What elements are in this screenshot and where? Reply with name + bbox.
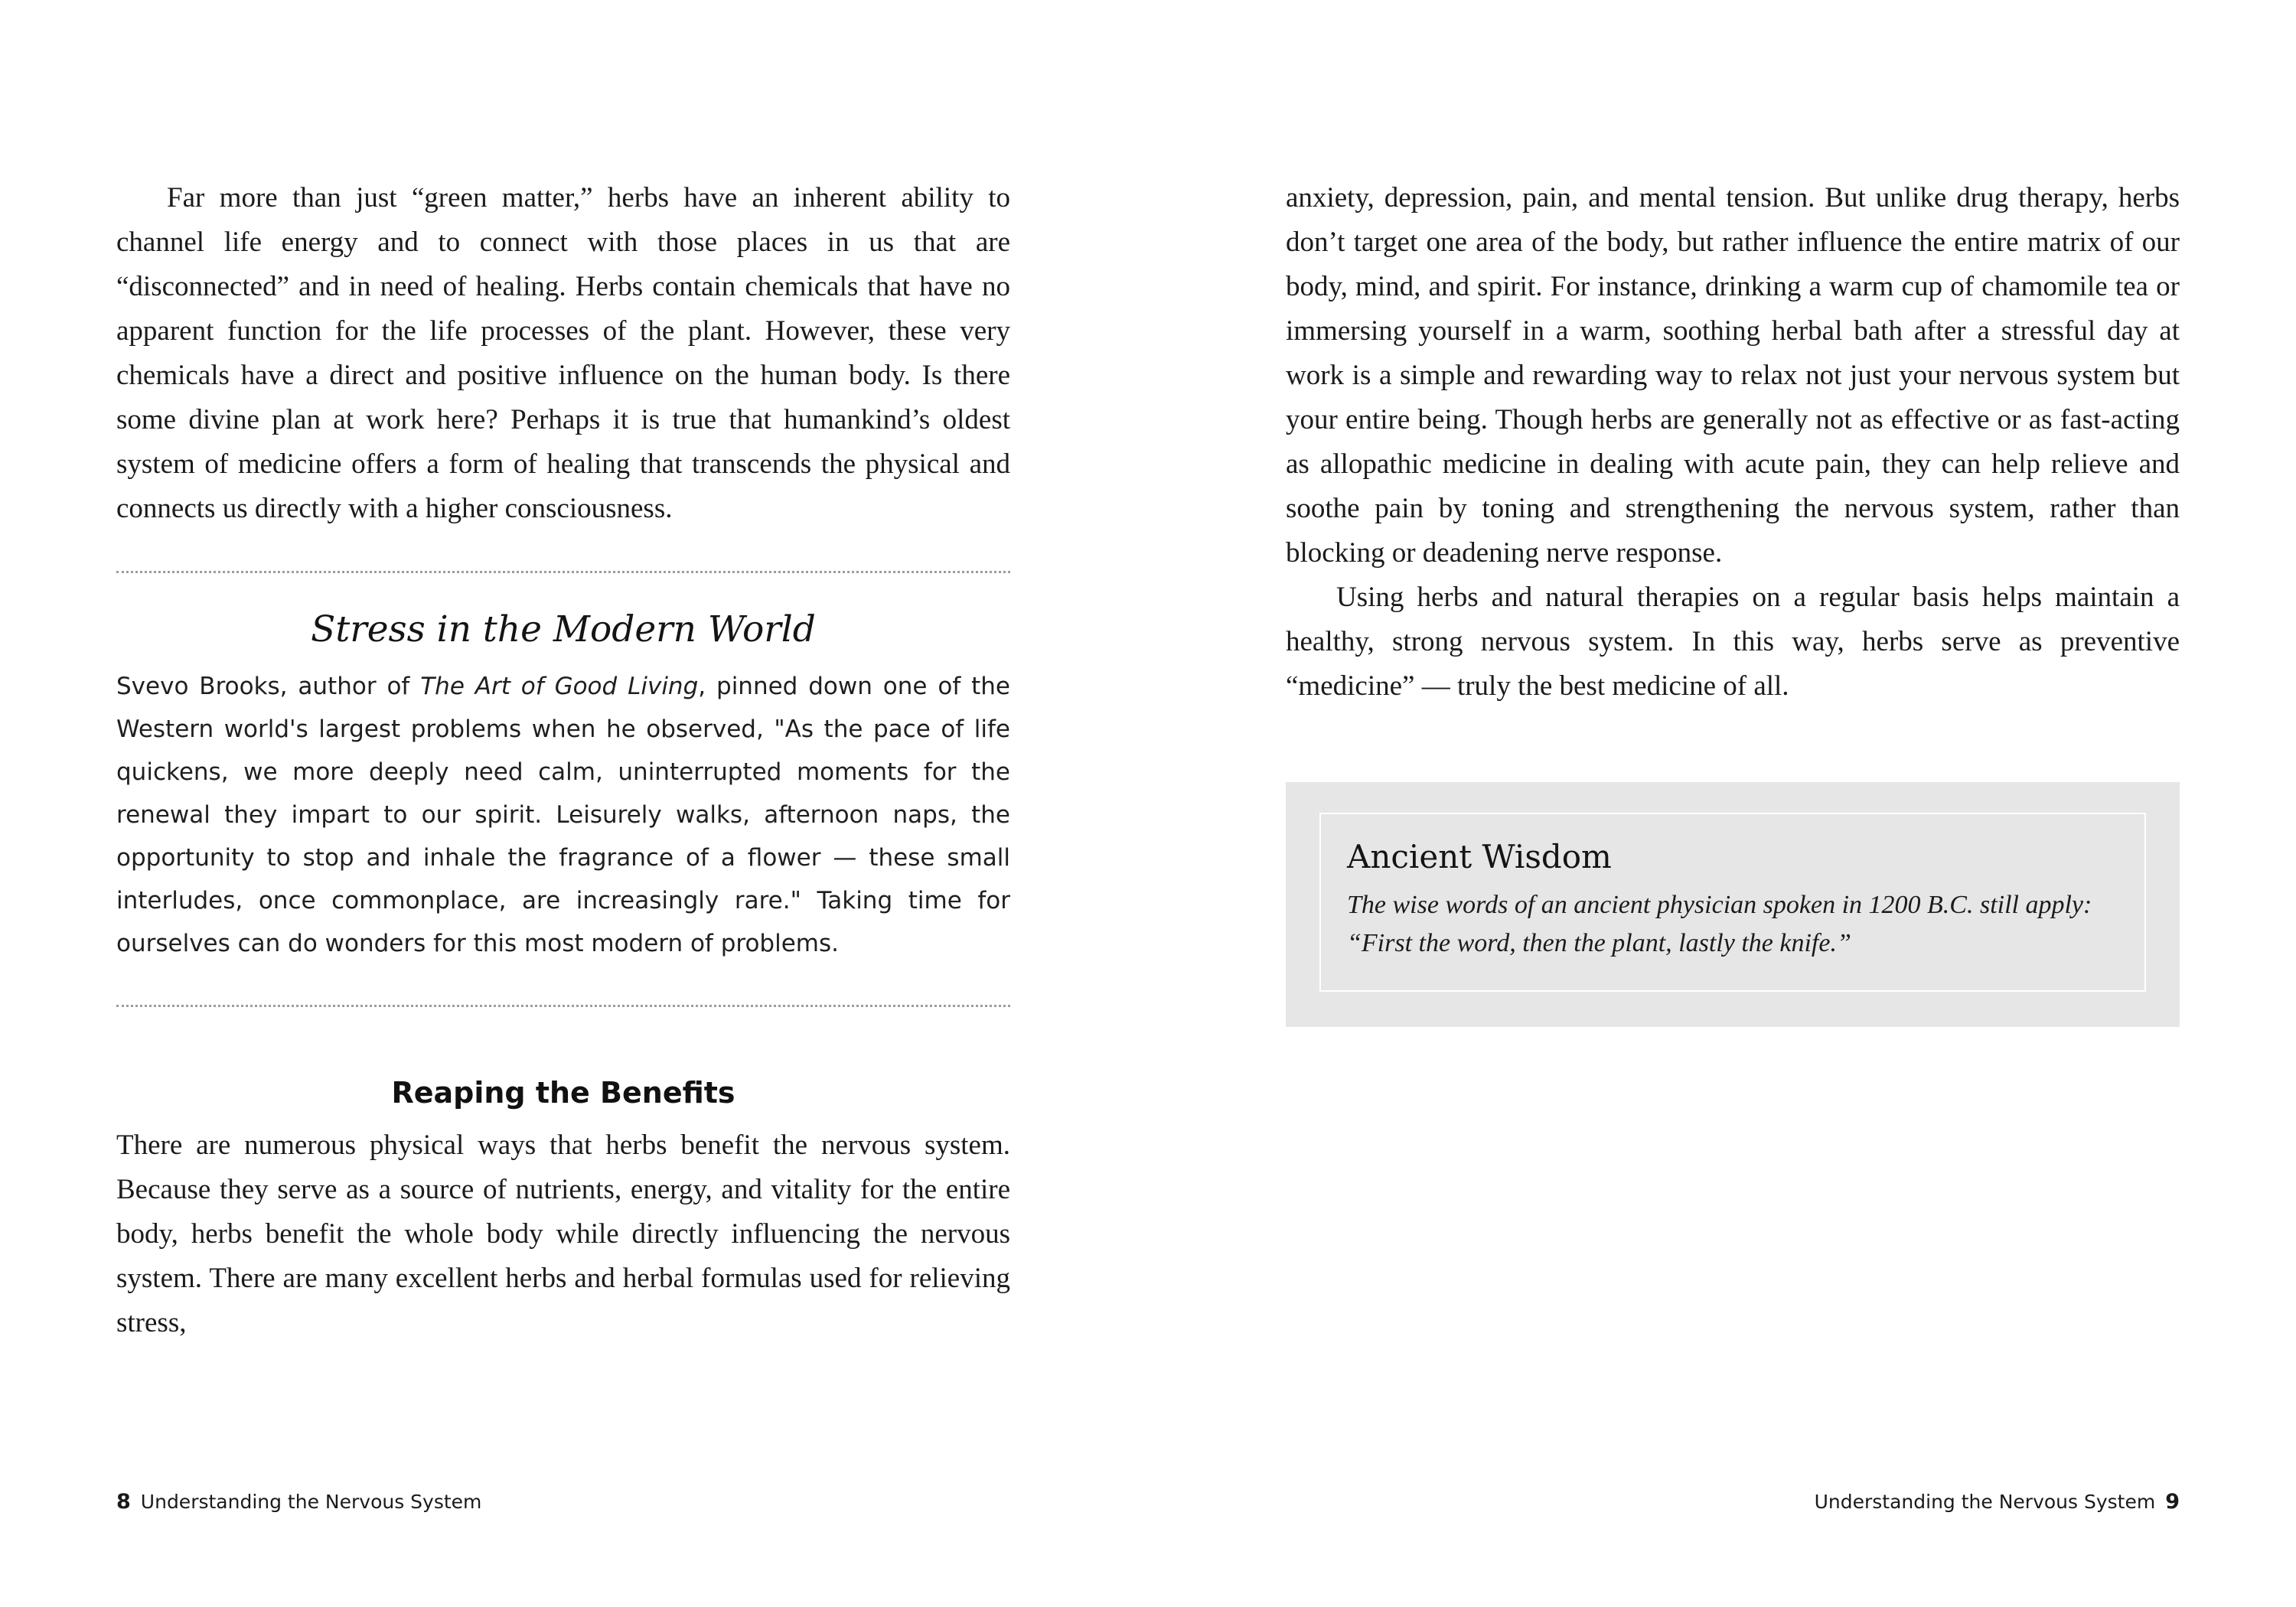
page-number-left: 8 (116, 1490, 131, 1514)
right-paragraph-2: Using herbs and natural therapies on a regular basis helps maintain a healthy, strong nervous system. In this way, herbs serve as preventive “medicine” — truly the best medicine of all. (1286, 582, 2180, 702)
footer-left (116, 1491, 481, 1514)
section-text-rest: , pinned down one of the Western world's largest problems when he observed, "As the pace of life quickens, we more deeply need calm, uninterrupted moments for the renewal they impart to our spirit. Leisurely walks, afternoon naps, the opportunity to stop and inhale the fragrance of a flower — these small interludes, once commonplace, are increasingly rare." Taking time for ourselves can do wonders for this most modern of problems. (116, 673, 1011, 957)
subsection-title-benefits: Reaping the Benefits (391, 1076, 735, 1110)
callout-title: Ancient Wisdom (1347, 838, 1612, 875)
dotted-rule-top (116, 571, 1010, 573)
right-paragraph-1: anxiety, depression, pain, and mental tension. But unlike drug therapy, herbs don’t target one area of the body, but rather influence the entire matrix of our body, mind, and spirit. For instance, drinking a warm cup of chamomile tea or immersing yourself in a warm, soothing herbal bath after a stressful day at work is a simple and rewarding way to relax not just your nervous system but your entire being. Though herbs are generally not as effective or as fast-acting as allopathic medicine in dealing with acute pain, they can help relieve and soothe pain by toning and strengthening the nervous system, rather than blocking or deadening nerve response. (1286, 182, 2180, 569)
running-head-right: Understanding the Nervous System (1814, 1491, 2156, 1513)
dotted-rule-bottom (116, 1005, 1010, 1007)
book-title-italic: The Art of Good Living (420, 673, 699, 700)
footer-right (1815, 1491, 2180, 1514)
ancient-wisdom-callout (1286, 782, 2180, 1027)
running-head-left: Understanding the Nervous System (140, 1491, 482, 1513)
left-paragraph-1: Far more than just “green matter,” herbs have an inherent ability to channel life energy and to connect with those places in us that are “disconnected” and in need of healing. Herbs contain chemicals that have no apparent function for the life processes of the plant. However, these very chemicals have a direct and positive influence on the human body. Is there some divine plan at work here? Perhaps it is true that humankind’s oldest system of medicine offers a form of healing that transcends the physical and connects us directly with a higher consciousness. (116, 182, 1010, 524)
section-title-stress: Stress in the Modern World (311, 608, 816, 650)
section-paragraph-stress (116, 665, 1010, 965)
spacer (116, 1041, 1010, 1073)
page-number-right: 9 (2165, 1490, 2180, 1514)
callout-body: The wise words of an ancient physician spoken in 1200 B.C. still apply: “First the word, then the plant, lastly the knife.” (1347, 891, 2092, 957)
section-text-lead: Svevo Brooks, author of (116, 673, 421, 700)
right-page-column (1286, 176, 2180, 1027)
callout-inner-frame (1319, 813, 2146, 992)
left-page-column (116, 176, 1010, 1345)
subsection-paragraph-benefits: There are numerous physical ways that herbs benefit the nervous system. Because they serve as a source of nutrients, energy, and vitality for the entire body, herbs benefit the whole body while directly influencing the nervous system. There are many excellent herbs and herbal formulas used for relieving stress, (116, 1129, 1010, 1338)
right-page (1148, 0, 2296, 1607)
